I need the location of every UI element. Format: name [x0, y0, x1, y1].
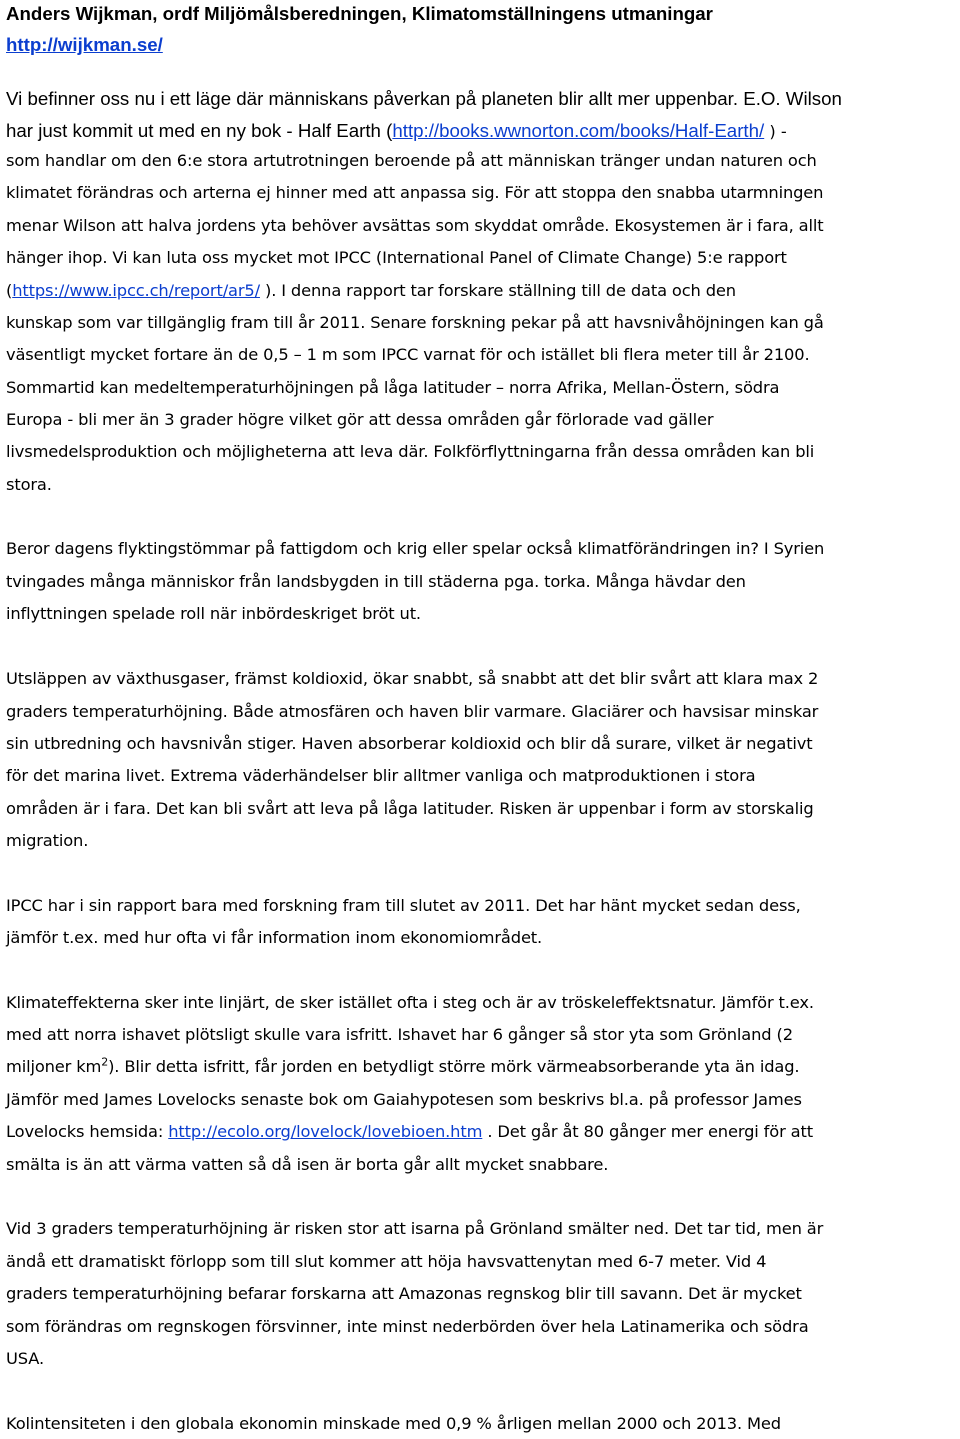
paragraph-1-line-5: menar Wilson att halva jordens yta behöver avsättas som skyddat område. Ekosystemen är i fara, allt: [6, 216, 824, 235]
paragraph-6-line-3: graders temperaturhöjning befarar forskarna att Amazonas regnskog blir till savann. Det är mycket: [6, 1284, 802, 1303]
paragraph-6-line-5: USA.: [6, 1349, 44, 1368]
paragraph-5-line-2: med att norra ishavet plötsligt skulle vara isfritt. Ishavet har 6 gånger så stor yta som Grönland (2: [6, 1025, 793, 1044]
paragraph-1-line-8: kunskap som var tillgänglig fram till år 2011. Senare forskning pekar på att havsnivåhöjningen kan gå: [6, 313, 824, 332]
paragraph-7-line-1: Kolintensiteten i den globala ekonomin minskade med 0,9 % årligen mellan 2000 och 2013. Med: [6, 1414, 781, 1433]
paragraph-6-line-1: Vid 3 graders temperaturhöjning är risken stor att isarna på Grönland smälter ned. Det tar tid, men är: [6, 1219, 824, 1238]
text-span: ). I denna rapport tar forskare ställning till de data och den: [259, 281, 736, 300]
paragraph-1-line-2: [6, 117, 787, 146]
lovelock-website-link[interactable]: http://ecolo.org/lovelock/lovebioen.htm: [168, 1122, 483, 1141]
paragraph-3-line-2: graders temperaturhöjning. Både atmosfären och haven blir varmare. Glaciärer och havsisar minskar: [6, 702, 819, 721]
paragraph-5-line-5: [6, 1117, 813, 1147]
paragraph-5-line-3: [6, 1052, 799, 1082]
paragraph-1-line-9: väsentligt mycket fortare än de 0,5 – 1 m som IPCC varnat för och istället bli flera meter till år 2100.: [6, 345, 810, 364]
paragraph-2-line-3: inflyttningen spelade roll när inbördeskriget bröt ut.: [6, 604, 421, 623]
text-span: ). Blir detta isfritt, får jorden en betydligt större mörk värmeabsorberande yta än idag.: [108, 1057, 800, 1076]
paragraph-5-line-4: Jämför med James Lovelocks senaste bok om Gaiahypotesen som beskrivs bl.a. på professor James: [6, 1090, 802, 1109]
text-span: har just kommit ut med en ny bok - Half Earth (: [6, 120, 393, 141]
paragraph-1-line-1: Vi befinner oss nu i ett läge där människans påverkan på planeten blir allt mer uppenbar. E.O. Wilson: [6, 88, 842, 109]
text-span: miljoner km: [6, 1057, 102, 1076]
paragraph-1-line-12: livsmedelsproduktion och möjligheterna att leva där. Folkförflyttningarna från dessa områden kan bli: [6, 442, 815, 461]
paragraph-2-line-2: tvingades många människor från landsbygden in till städerna pga. torka. Många hävdar den: [6, 572, 746, 591]
paragraph-2-line-1: Beror dagens flyktingstömmar på fattigdom och krig eller spelar också klimatförändringen in? I Syrien: [6, 539, 825, 558]
paragraph-1-line-4: klimatet förändras och arterna ej hinner med att anpassa sig. För att stoppa den snabba utarmningen: [6, 183, 824, 202]
paragraph-1-line-3: som handlar om den 6:e stora artutrotningen beroende på att människan tränger undan naturen och: [6, 151, 817, 170]
paragraph-3-line-5: områden är i fara. Det kan bli svårt att leva på låga latituder. Risken är uppenbar i form av storskalig: [6, 799, 814, 818]
paragraph-3-line-4: för det marina livet. Extrema väderhändelser blir alltmer vanliga och matproduktionen i stora: [6, 766, 756, 785]
paragraph-1-line-11: Europa - bli mer än 3 grader högre vilket gör att dessa områden går förlorade vad gäller: [6, 410, 714, 429]
paragraph-4-line-1: IPCC har i sin rapport bara med forskning fram till slutet av 2011. Det har hänt mycket sedan dess,: [6, 896, 801, 915]
paragraph-3-line-1: Utsläppen av växthusgaser, främst koldioxid, ökar snabbt, så snabbt att det blir svårt att klara max 2: [6, 669, 819, 688]
text-span: (: [6, 281, 13, 300]
paragraph-6-line-2: ändå ett dramatiskt förlopp som till slut kommer att höja havsvattenytan med 6-7 meter. Vid 4: [6, 1252, 767, 1271]
paragraph-1-line-7: [6, 276, 736, 306]
paragraph-3-line-6: migration.: [6, 831, 89, 850]
paragraph-3-line-3: sin utbredning och havsnivån stiger. Haven absorberar koldioxid och blir då surare, vilket är negativt: [6, 734, 813, 753]
author-website-link[interactable]: http://wijkman.se/: [6, 34, 163, 55]
document-title: Anders Wijkman, ordf Miljömålsberedningen, Klimatomställningens utmaningar: [6, 3, 713, 24]
half-earth-link[interactable]: http://books.wwnorton.com/books/Half-Earth/: [392, 120, 765, 141]
superscript: 2: [101, 1055, 109, 1069]
paragraph-5-line-1: Klimateffekterna sker inte linjärt, de sker istället ofta i steg och är av tröskeleffektsnatur. Jämför t.ex.: [6, 993, 814, 1012]
paragraph-1-line-6: hänger ihop. Vi kan luta oss mycket mot IPCC (International Panel of Climate Change) 5:e rapport: [6, 248, 787, 267]
paragraph-4-line-2: jämför t.ex. med hur ofta vi får information inom ekonomiområdet.: [6, 928, 543, 947]
paragraph-1-line-13: stora.: [6, 475, 52, 494]
paragraph-6-line-4: som förändras om regnskogen försvinner, inte minst nederbörden över hela Latinamerika och södra: [6, 1317, 809, 1336]
text-span: Lovelocks hemsida:: [6, 1122, 169, 1141]
paragraph-1-line-10: Sommartid kan medeltemperaturhöjningen på låga latituder – norra Afrika, Mellan-Östern, södra: [6, 378, 780, 397]
paragraph-5-line-6: smälta is än att värma vatten så då isen är borta går allt mycket snabbare.: [6, 1155, 609, 1174]
ipcc-report-link[interactable]: https://www.ipcc.ch/report/ar5/: [12, 281, 260, 300]
text-span: . Det går åt 80 gånger mer energi för att: [482, 1122, 813, 1141]
text-span: ) -: [764, 122, 787, 141]
